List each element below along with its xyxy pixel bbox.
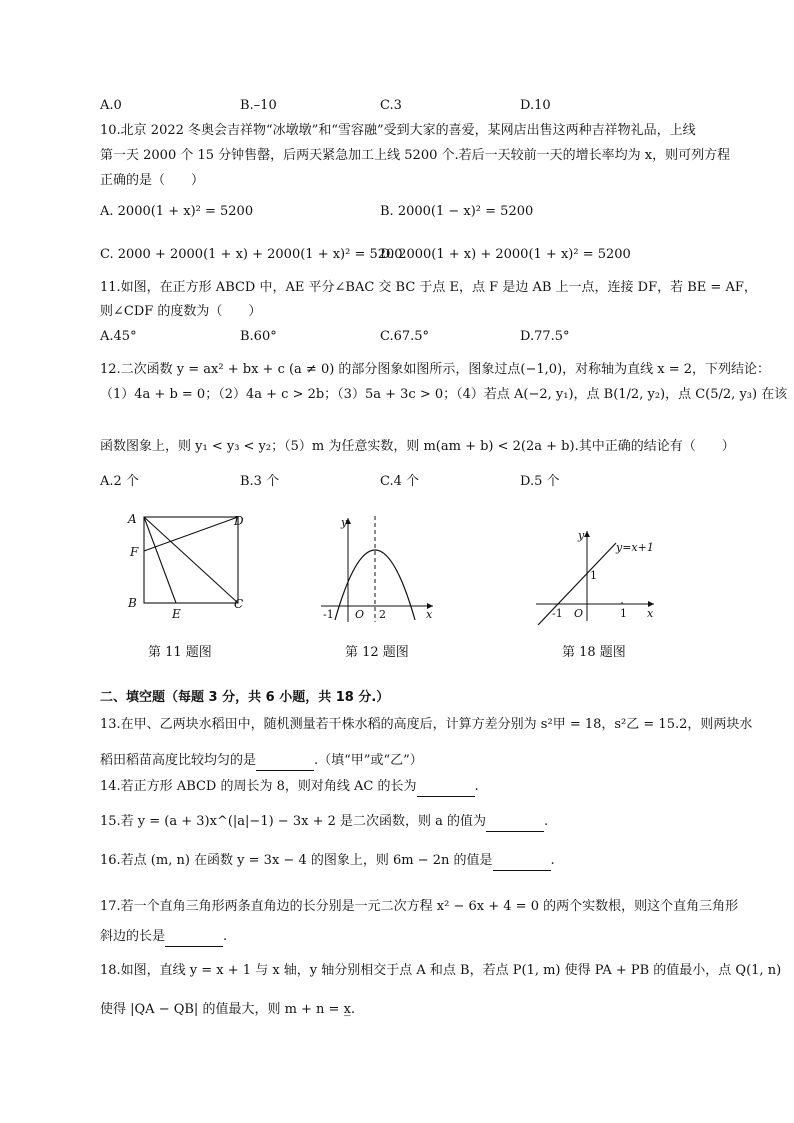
q14-text-b: .	[474, 779, 479, 794]
q11-option-c: C.67.5°	[380, 329, 430, 344]
q18-line2: 使得 |QA − QB| 的值最大，则 m + n = x̲.	[100, 1002, 356, 1017]
q13-text-a: 稻田稻苗高度比较均匀的是	[100, 753, 257, 768]
figure-11	[120, 508, 260, 623]
q15-line	[100, 812, 548, 832]
q12-option-a: A.2 个	[100, 474, 139, 489]
q16-text-a: 16.若点 (m, n) 在函数 y = 3x − 4 的图象上，则 6m − 2n 的值是	[100, 853, 493, 868]
q13-answer-blank[interactable]	[256, 756, 314, 771]
label-one-x: 1	[620, 607, 627, 620]
q10-line3: 正确的是（ ）	[100, 173, 205, 188]
label-origin: O	[355, 608, 365, 621]
q12-option-b: B.3 个	[240, 474, 280, 489]
q11-option-b: B.60°	[240, 329, 277, 344]
q16-text-b: .	[550, 853, 555, 868]
q15-text-b: .	[544, 814, 549, 829]
q13-line2	[100, 751, 423, 771]
q17-line1: 17.若一个直角三角形两条直角边的长分别是一元二次方程 x² − 6x + 4 = 0 的两个实数根，则这个直角三角形	[100, 899, 739, 914]
q12-option-c: C.4 个	[380, 474, 420, 489]
q17-answer-blank[interactable]	[165, 932, 223, 947]
q16-answer-blank[interactable]	[493, 856, 551, 871]
q10-line1: 10.北京 2022 冬奥会吉祥物“冰墩墩”和“雪容融”受到大家的喜爱，某网店出售这两种吉祥物礼品，上线	[100, 123, 696, 138]
label-neg1: -1	[552, 607, 563, 620]
label-origin: O	[574, 607, 584, 620]
caption-figure-18: 第 18 题图	[562, 645, 626, 660]
q16-line	[100, 851, 555, 871]
q12-line2: （1）4a + b = 0；（2）4a + c > 2b；（3）5a + 3c > 0；（4）若点 A(−2, y₁)，点 B(1/2, y₂)，点 C(5/2, y₃) 在该	[100, 387, 788, 402]
figure-12	[315, 510, 445, 625]
q9-option-c: C.3	[380, 98, 402, 113]
q12-option-d: D.5 个	[520, 474, 560, 489]
label-b: B	[128, 596, 137, 610]
caption-figure-11: 第 11 题图	[148, 645, 212, 660]
q11-line2: 则∠CDF 的度数为（ ）	[100, 304, 262, 319]
label-x: x	[647, 607, 654, 620]
label-c: C	[234, 597, 244, 611]
label-neg1: -1	[323, 608, 334, 621]
section-2-title: 二、填空题（每题 3 分，共 6 小题，共 18 分.）	[100, 690, 390, 705]
label-x: x	[426, 608, 433, 621]
q9-option-a: A.0	[100, 98, 122, 113]
q17-text-a: 斜边的长是	[100, 929, 166, 944]
label-e: E	[172, 607, 181, 621]
q14-answer-blank[interactable]	[417, 782, 475, 797]
q12-line3: 函数图象上，则 y₁ < y₃ < y₂；（5）m 为任意实数，则 m(am + b) < 2(2a + b).其中正确的结论有（ ）	[100, 439, 735, 454]
label-f: F	[130, 545, 139, 559]
label-y: y	[578, 529, 585, 542]
segment-df	[144, 517, 238, 551]
q13-line1: 13.在甲、乙两块水稻田中，随机测量若干株水稻的高度后，计算方差分别为 s²甲 = 18，s²乙 = 15.2，则两块水	[100, 717, 753, 732]
q10-line2: 第一天 2000 个 15 分钟售罄，后两天紧急加工上线 5200 个.若后一天较前一天的增长率均为 x，则可列方程	[100, 148, 731, 163]
q10-option-a: A. 2000(1 + x)² = 5200	[100, 204, 254, 219]
y-axis-arrow-icon	[584, 531, 590, 537]
label-a: A	[128, 512, 137, 526]
segment-ae	[144, 517, 176, 603]
caption-figure-12: 第 12 题图	[345, 645, 409, 660]
q11-option-d: D.77.5°	[520, 329, 570, 344]
q17-line2	[100, 927, 227, 947]
q11-line1: 11.如图，在正方形 ABCD 中，AE 平分∠BAC 交 BC 于点 E，点 F 是边 AB 上一点，连接 DF，若 BE = AF，	[100, 280, 757, 295]
label-line: y=x+1	[616, 541, 654, 554]
q15-text-a: 15.若 y = (a + 3)x^(|a|−1) − 3x + 2 是二次函数，则 a 的值为	[100, 814, 487, 829]
label-d: D	[234, 514, 244, 528]
q12-line1: 12.二次函数 y = ax² + bx + c (a ≠ 0) 的部分图象如图所示，图象过点(−1,0)，对称轴为直线 x = 2，下列结论：	[100, 362, 771, 377]
label-one-y: 1	[590, 569, 597, 582]
q10-option-d: D. 2000(1 + x) + 2000(1 + x)² = 5200	[380, 247, 631, 262]
q14-line	[100, 777, 479, 797]
q10-option-b: B. 2000(1 − x)² = 5200	[380, 204, 534, 219]
q17-text-b: .	[223, 929, 228, 944]
q11-option-a: A.45°	[100, 329, 137, 344]
diagonal-ac	[144, 517, 238, 603]
label-two: 2	[379, 608, 386, 621]
q18-line1: 18.如图，直线 y = x + 1 与 x 轴，y 轴分别相交于点 A 和点 B，若点 P(1, m) 使得 PA + PB 的值最小，点 Q(1, n)	[100, 963, 782, 978]
q10-option-c: C. 2000 + 2000(1 + x) + 2000(1 + x)² = 5200	[100, 247, 403, 262]
q9-option-d: D.10	[520, 98, 551, 113]
q9-option-b: B.–10	[240, 98, 277, 113]
label-y: y	[341, 516, 348, 529]
q15-answer-blank[interactable]	[486, 817, 544, 832]
figure-18	[530, 525, 665, 625]
q14-text-a: 14.若正方形 ABCD 的周长为 8，则对角线 AC 的长为	[100, 779, 417, 794]
q13-text-b: .（填“甲”或“乙”）	[314, 753, 423, 768]
